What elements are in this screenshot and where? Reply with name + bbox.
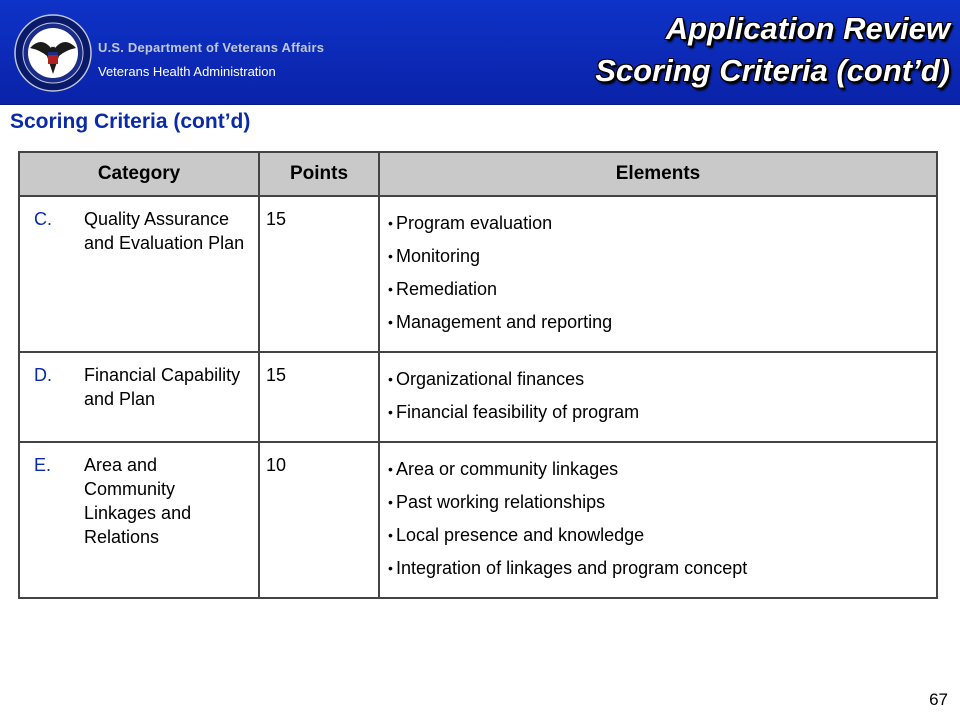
category-cell <box>19 196 259 352</box>
slide-title-line-1: Application Review <box>665 11 950 46</box>
slide-title <box>595 8 950 92</box>
elements-list <box>388 207 928 339</box>
list-item: • Remediation <box>388 273 928 306</box>
list-item: • Monitoring <box>388 240 928 273</box>
list-item: • Integration of linkages and program concept <box>388 552 928 585</box>
category-letter: C. <box>34 209 52 229</box>
elements-cell <box>379 442 937 598</box>
table-row <box>19 442 937 598</box>
column-header-elements: Elements <box>379 152 937 196</box>
category-name: Quality Assurance and Evaluation Plan <box>84 209 245 253</box>
table-header-row <box>19 152 937 196</box>
section-subtitle: Scoring Criteria (cont’d) <box>10 110 251 133</box>
list-item: • Financial feasibility of program <box>388 396 928 429</box>
category-letter: D. <box>34 365 52 385</box>
va-seal-icon <box>14 14 92 92</box>
page-number: 67 <box>929 690 948 709</box>
table-row <box>19 196 937 352</box>
category-name: Area and Community Linkages and Relations <box>84 455 192 547</box>
category-cell <box>19 442 259 598</box>
division-name: Veterans Health Administration <box>98 64 276 79</box>
list-item: • Area or community linkages <box>388 453 928 486</box>
list-item: • Past working relationships <box>388 486 928 519</box>
column-header-category: Category <box>19 152 259 196</box>
elements-cell <box>379 352 937 442</box>
list-item: • Local presence and knowledge <box>388 519 928 552</box>
column-header-points: Points <box>259 152 379 196</box>
table-row <box>19 352 937 442</box>
category-name: Financial Capability and Plan <box>84 365 241 409</box>
category-cell <box>19 352 259 442</box>
elements-list <box>388 453 928 585</box>
scoring-criteria-table <box>18 151 938 599</box>
list-item: • Management and reporting <box>388 306 928 339</box>
list-item: • Program evaluation <box>388 207 928 240</box>
elements-list <box>388 363 928 429</box>
points-cell: 15 <box>259 196 379 352</box>
points-cell: 15 <box>259 352 379 442</box>
elements-cell <box>379 196 937 352</box>
slide-title-line-2: Scoring Criteria (cont’d) <box>595 53 950 88</box>
list-item: • Organizational finances <box>388 363 928 396</box>
category-letter: E. <box>34 455 52 475</box>
header-banner <box>0 0 960 105</box>
agency-name: U.S. Department of Veterans Affairs <box>98 40 325 55</box>
points-cell: 10 <box>259 442 379 598</box>
